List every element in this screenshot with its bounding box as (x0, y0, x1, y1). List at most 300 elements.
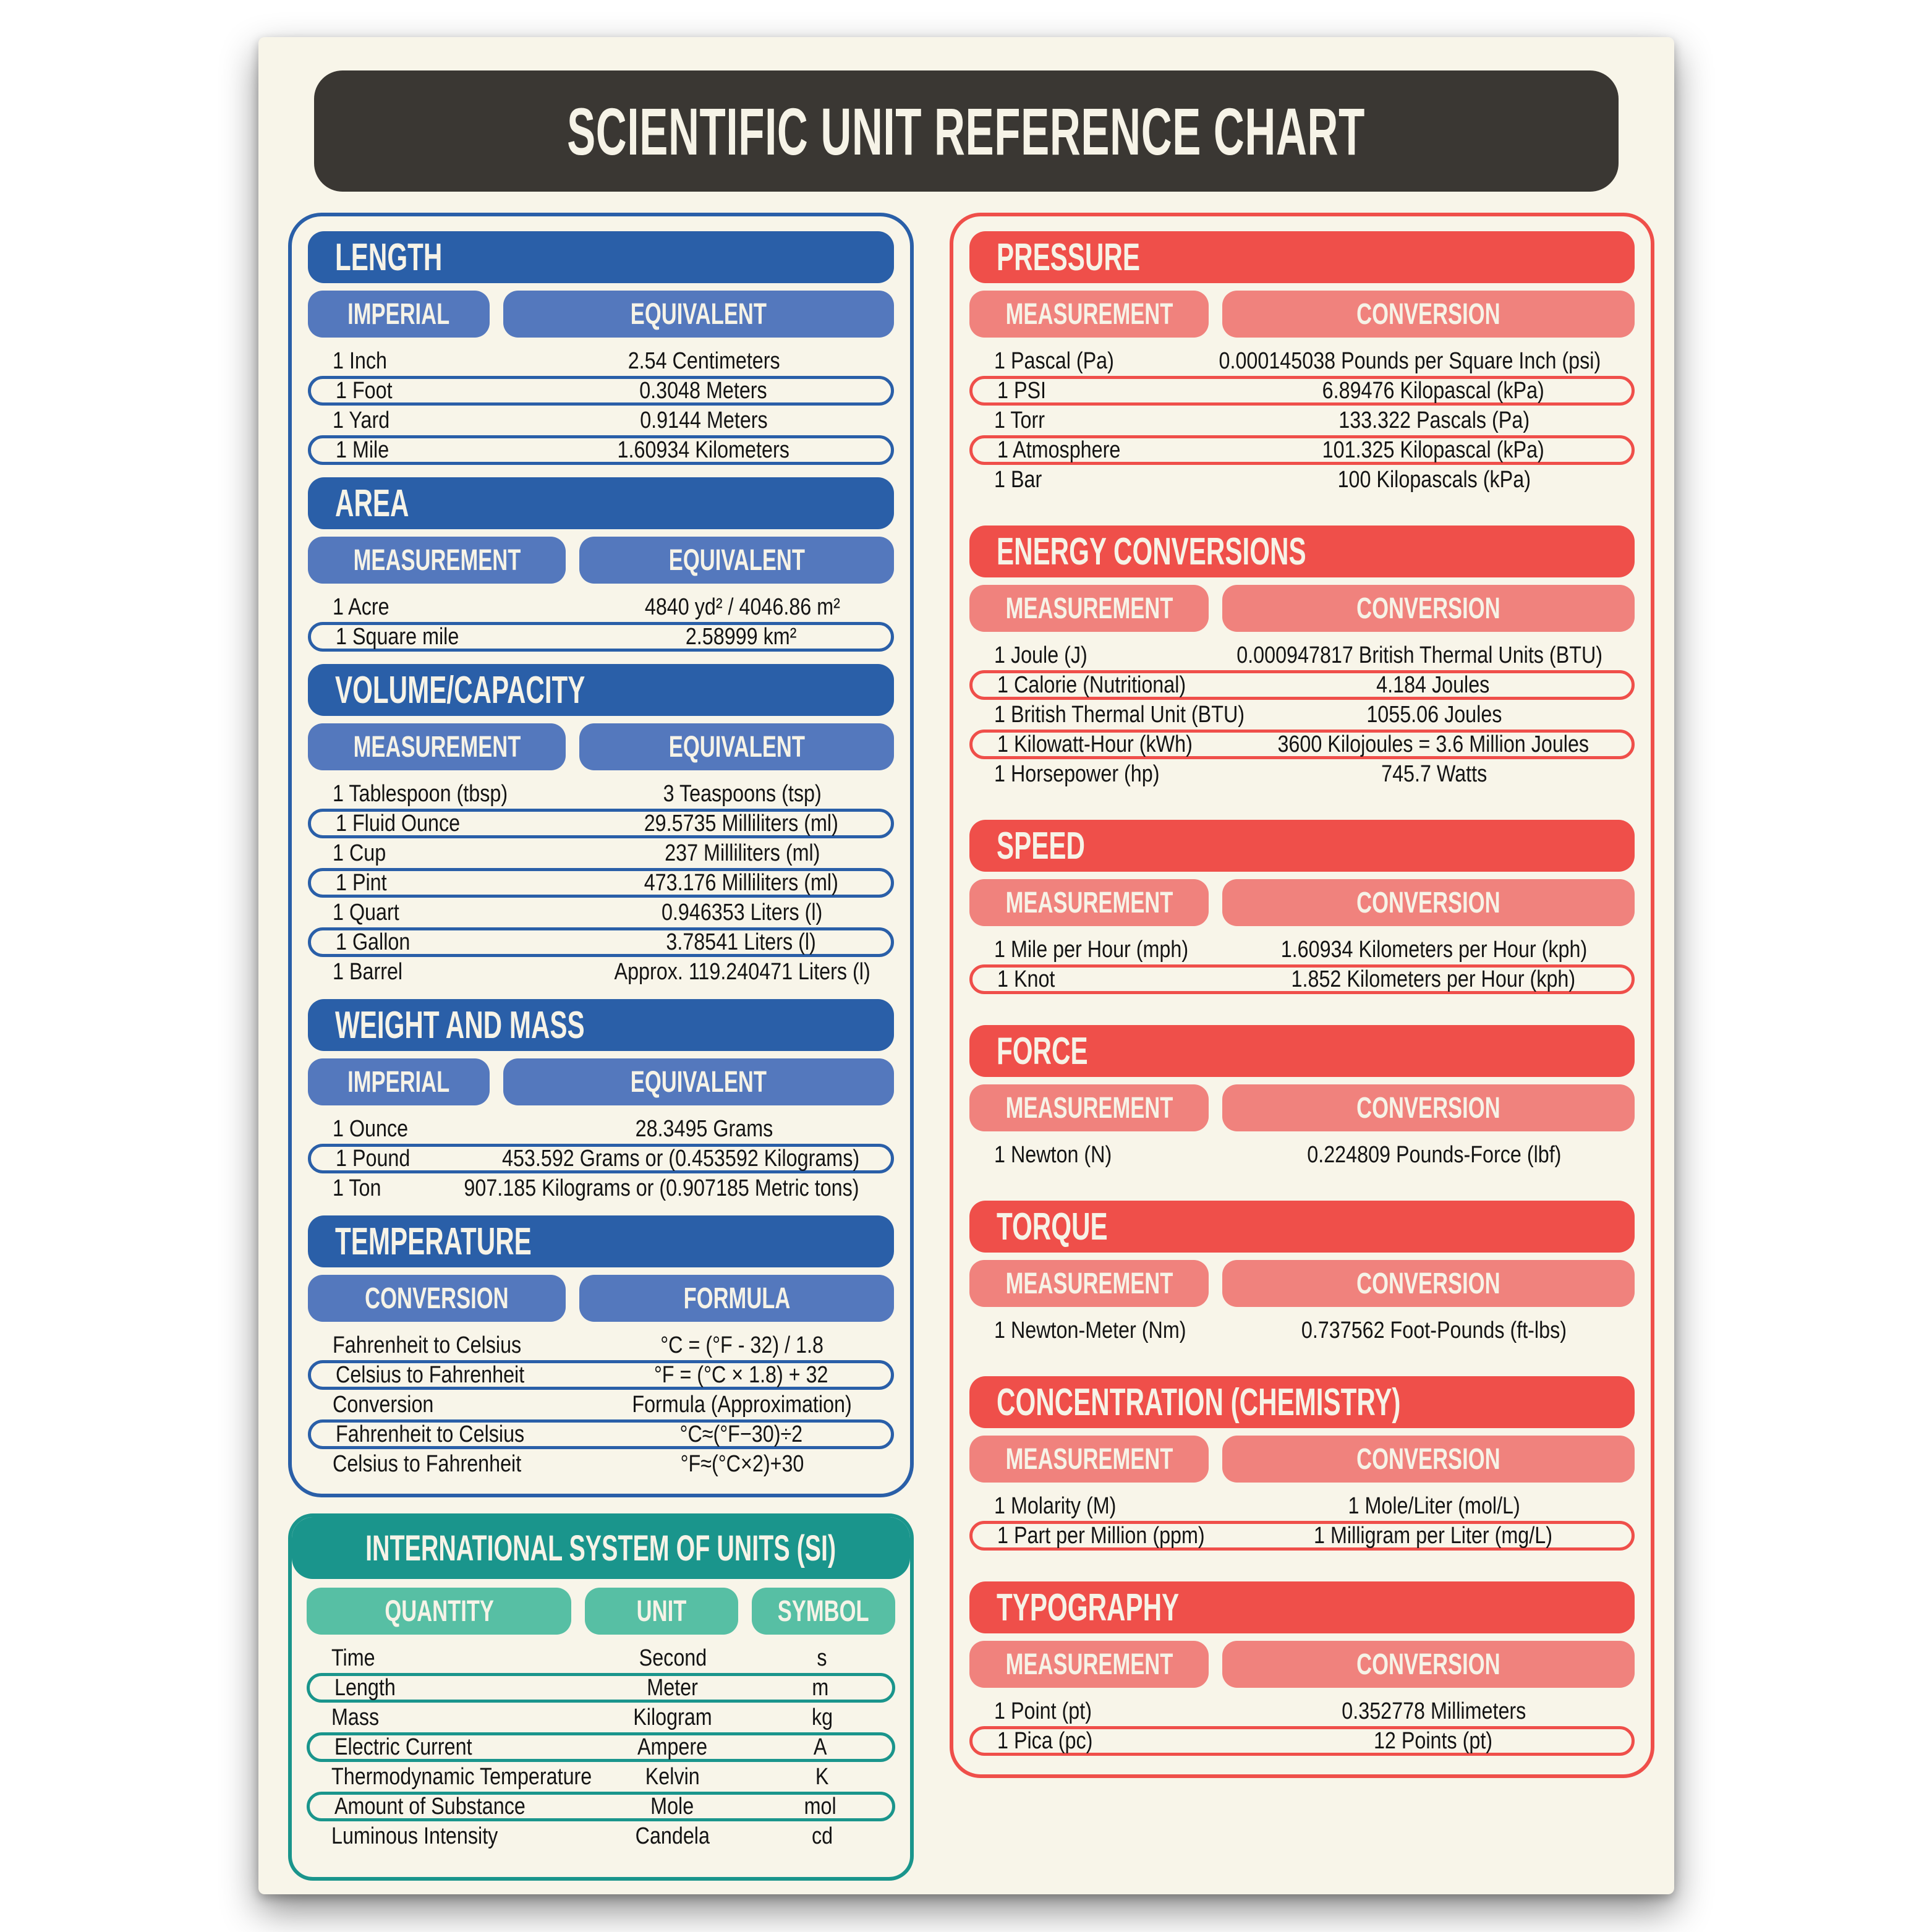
column-headers (969, 1641, 1635, 1688)
cell-text: Fahrenheit to Celsius (336, 1421, 525, 1447)
section-speed (969, 820, 1635, 994)
table-row (307, 1762, 895, 1792)
cell-text: Kilogram (633, 1704, 712, 1730)
cell-text: m (811, 1674, 828, 1701)
measurement-cell (969, 348, 1185, 375)
cell-text: 2.58999 km² (685, 623, 797, 650)
cell-text: 2.54 Centimeters (628, 347, 780, 374)
column-header-unit (585, 1588, 738, 1635)
table-row (308, 1173, 894, 1203)
cell-text: 1 Quart (333, 899, 399, 926)
column-header-measurement (308, 723, 566, 770)
section-header-volume-capacity (308, 664, 894, 716)
section-header-typography (969, 1581, 1635, 1633)
cell-text: 1 Pascal (Pa) (994, 347, 1114, 374)
column-headers (969, 585, 1635, 632)
column-header-label: EQUIVALENT (630, 1065, 767, 1099)
value-cell (1233, 1142, 1635, 1168)
table-row (969, 964, 1635, 994)
measurement-cell (308, 348, 514, 375)
column-header-equivalent (579, 723, 894, 770)
column-headers (969, 1436, 1635, 1483)
cell-text: 1 Mile per Hour (mph) (994, 936, 1189, 963)
value-cell (1233, 407, 1635, 434)
cell-text: 1 Foot (336, 377, 393, 404)
cell-text: 0.946353 Liters (l) (662, 899, 823, 926)
measurement-cell (307, 1704, 596, 1731)
cell-text: 1 Pound (336, 1145, 411, 1172)
value-cell (590, 900, 894, 926)
section-header-energy-conversions (969, 526, 1635, 577)
cell-text: 1 Tablespoon (tbsp) (333, 780, 508, 807)
cell-text: 1 Torr (994, 407, 1045, 433)
cell-text: 1 Pint (336, 869, 387, 896)
measurement-cell (307, 1645, 596, 1672)
column-header-measurement (969, 1436, 1209, 1483)
measurement-cell (969, 467, 1233, 493)
measurement-cell (308, 1392, 590, 1418)
table-row (308, 927, 894, 957)
cell-text: 4840 yd² / 4046.86 m² (644, 594, 840, 620)
column-header-label: MEASUREMENT (1005, 297, 1173, 331)
column-headers (307, 1588, 895, 1635)
cell-text: 0.352778 Millimeters (1342, 1698, 1526, 1724)
table-row (969, 730, 1635, 759)
table-row (308, 868, 894, 898)
table-row (308, 1144, 894, 1173)
section-title: INTERNATIONAL SYSTEM OF UNITS (SI) (365, 1528, 836, 1568)
cell-text: A (813, 1734, 827, 1760)
cell-text: 1 Ton (333, 1175, 381, 1201)
cell-text: 3600 Kilojoules = 3.6 Million Joules (1277, 731, 1589, 757)
left-column (288, 213, 914, 1881)
cell-text: Second (639, 1645, 707, 1671)
section-header-area (308, 477, 894, 529)
section-area (308, 477, 894, 652)
value-cell (590, 594, 894, 621)
section-title: AREA (335, 482, 409, 525)
column-header-equivalent (503, 1058, 894, 1105)
value-cell (591, 624, 891, 650)
measurement-cell (969, 1317, 1233, 1344)
table-row (308, 376, 894, 406)
measurement-cell (311, 811, 591, 837)
measurement-cell (307, 1823, 596, 1850)
measurement-cell (311, 929, 591, 956)
column-header-conversion (1222, 585, 1635, 632)
section-title: LENGTH (335, 236, 443, 279)
table-row (308, 809, 894, 838)
column-header-label: SYMBOL (778, 1594, 869, 1628)
measurement-cell (969, 642, 1204, 669)
section-typography (969, 1581, 1635, 1756)
measurement-cell (308, 781, 590, 807)
measurement-cell (969, 1493, 1233, 1520)
cell-text: 473.176 Milliliters (ml) (644, 869, 838, 896)
table-row (308, 1360, 894, 1390)
table-row (308, 435, 894, 465)
value-cell (1233, 467, 1635, 493)
measurement-cell (308, 1175, 429, 1202)
column-header-formula (579, 1275, 894, 1322)
value-cell (514, 407, 894, 434)
table-row (969, 1726, 1635, 1756)
table-row (969, 640, 1635, 670)
section-header-international-system-of-units (292, 1517, 910, 1579)
value-cell (516, 378, 891, 404)
section-length (308, 231, 894, 465)
value-cell (514, 1116, 894, 1143)
table-row (307, 1673, 895, 1703)
column-header-label: QUANTITY (384, 1594, 494, 1628)
poster (258, 37, 1674, 1894)
column-header-label: MEASUREMENT (1005, 1442, 1173, 1476)
column-headers (969, 291, 1635, 338)
column-header-measurement (969, 585, 1209, 632)
table-row (308, 406, 894, 435)
cell-text: 1 British Thermal Unit (BTU) (994, 701, 1245, 728)
measurement-cell (308, 840, 590, 867)
table-row (307, 1792, 895, 1821)
cell-text: 12 Points (pt) (1373, 1727, 1492, 1754)
cell-text: Length (334, 1674, 396, 1701)
table-row (969, 1696, 1635, 1726)
cell-text: cd (811, 1823, 833, 1849)
section-title: TYPOGRAPHY (997, 1586, 1180, 1629)
value-cell (1235, 1523, 1632, 1549)
section-header-concentration-chemistry (969, 1376, 1635, 1428)
column-headers (308, 1058, 894, 1105)
cell-text: 1 Square mile (336, 623, 459, 650)
column-header-label: CONVERSION (1356, 1442, 1500, 1476)
column-header-label: MEASUREMENT (353, 730, 521, 764)
section-title: SPEED (997, 824, 1085, 867)
value-cell (590, 1392, 894, 1418)
cell-text: 0.9144 Meters (640, 407, 768, 433)
cell-text: °C≈(°F−30)÷2 (679, 1421, 802, 1447)
column-headers (308, 723, 894, 770)
measurement-cell (972, 966, 1235, 993)
cell-text: Thermodynamic Temperature (331, 1763, 592, 1790)
cell-text: 237 Milliliters (ml) (664, 840, 820, 866)
cell-text: 1 Milligram per Liter (mg/L) (1313, 1522, 1552, 1549)
cell-text: Formula (Approximation) (632, 1391, 853, 1418)
value-cell (1235, 378, 1632, 404)
measurement-cell (308, 1116, 514, 1143)
value-cell (1235, 437, 1632, 464)
measurement-cell (308, 407, 514, 434)
value-cell (1233, 761, 1635, 788)
cell-text: Celsius to Fahrenheit (336, 1361, 525, 1388)
value-cell (749, 1704, 895, 1731)
cell-text: 1 Gallon (336, 929, 411, 955)
value-cell (1233, 1698, 1635, 1725)
imperial-metric-tables-box (288, 213, 914, 1497)
measurement-cell (310, 1794, 597, 1820)
value-cell (514, 348, 894, 375)
cell-text: 0.737562 Foot-Pounds (ft-lbs) (1301, 1317, 1567, 1343)
value-cell (1204, 642, 1635, 669)
measurement-cell (972, 437, 1235, 464)
column-header-label: CONVERSION (1356, 1267, 1500, 1300)
value-cell (1235, 966, 1632, 993)
cell-text: 1 Newton (N) (994, 1141, 1112, 1168)
cell-text: 1.852 Kilometers per Hour (kph) (1291, 966, 1575, 992)
measurement-cell (969, 937, 1233, 963)
table-row (969, 376, 1635, 406)
column-header-conversion (1222, 291, 1635, 338)
column-header-conversion (1222, 1260, 1635, 1307)
section-header-length (308, 231, 894, 283)
column-header-measurement (969, 1260, 1209, 1307)
cell-text: 1 Cup (333, 840, 386, 866)
si-units-box (288, 1513, 914, 1881)
section-title: WEIGHT AND MASS (335, 1003, 585, 1047)
cell-text: 1 Fluid Ounce (336, 810, 461, 836)
cell-text: Approx. 119.240471 Liters (l) (614, 958, 870, 985)
value-cell (749, 1764, 895, 1790)
cell-text: °C = (°F - 32) / 1.8 (660, 1332, 824, 1358)
title-bar (314, 70, 1619, 192)
cell-text: 0.224809 Pounds-Force (lbf) (1307, 1141, 1562, 1168)
cell-text: 1 Part per Million (ppm) (997, 1522, 1205, 1549)
table-row (969, 1140, 1635, 1170)
cell-text: 29.5735 Milliliters (ml) (644, 810, 838, 836)
column-header-label: IMPERIAL (347, 297, 450, 331)
value-cell (1235, 672, 1632, 699)
table-row (308, 838, 894, 868)
column-header-imperial (308, 1058, 490, 1105)
value-cell (591, 1362, 891, 1389)
cell-text: Time (331, 1645, 375, 1671)
cell-text: 1 Joule (J) (994, 642, 1087, 668)
value-cell (749, 1645, 895, 1672)
column-header-label: EQUIVALENT (630, 297, 767, 331)
column-header-label: MEASUREMENT (1005, 886, 1173, 919)
measurement-cell (972, 731, 1235, 758)
column-header-label: EQUIVALENT (668, 730, 805, 764)
cell-text: Candela (635, 1823, 710, 1849)
section-energy-conversions (969, 526, 1635, 789)
cell-text: 1 PSI (997, 377, 1047, 404)
cell-text: Celsius to Fahrenheit (333, 1450, 522, 1477)
cell-text: 1 Barrel (333, 958, 403, 985)
value-cell (1235, 731, 1632, 758)
table-row (308, 1390, 894, 1419)
value-cell (748, 1675, 892, 1701)
measurement-cell (311, 624, 591, 650)
table-row (969, 1521, 1635, 1551)
column-header-conversion (1222, 879, 1635, 926)
column-header-measurement (308, 537, 566, 584)
cell-text: 3 Teaspoons (tsp) (663, 780, 822, 807)
section-weight-and-mass (308, 999, 894, 1203)
column-header-label: MEASUREMENT (1005, 1267, 1173, 1300)
measurement-cell (308, 1451, 590, 1478)
cell-text: 1 Atmosphere (997, 436, 1121, 463)
measurement-cell (972, 378, 1235, 404)
measurement-cell (969, 701, 1245, 728)
column-headers (308, 1275, 894, 1322)
cell-text: 4.184 Joules (1376, 671, 1490, 698)
table-row (308, 592, 894, 622)
cell-text: 907.185 Kilograms or (0.907185 Metric tons) (464, 1175, 859, 1201)
value-cell (596, 1764, 749, 1790)
table-row (308, 1114, 894, 1144)
cell-text: 0.000947817 British Thermal Units (BTU) (1236, 642, 1602, 668)
column-header-label: CONVERSION (365, 1282, 509, 1315)
cell-text: 1 Newton-Meter (Nm) (994, 1317, 1186, 1343)
section-torque (969, 1201, 1635, 1345)
column-header-conversion (1222, 1084, 1635, 1131)
table-row (969, 670, 1635, 700)
measurement-cell (311, 870, 591, 896)
value-cell (597, 1734, 748, 1761)
cell-text: Meter (647, 1674, 698, 1701)
measurement-cell (311, 1421, 591, 1448)
table-row (969, 935, 1635, 964)
table-row (307, 1732, 895, 1762)
cell-text: °F≈(°C×2)+30 (680, 1450, 804, 1477)
cell-text: 1 Kilowatt-Hour (kWh) (997, 731, 1193, 757)
cell-text: s (817, 1645, 828, 1671)
measurement-cell (308, 1332, 590, 1359)
table-row (969, 759, 1635, 789)
cell-text: 0.3048 Meters (639, 377, 767, 404)
cell-text: 6.89476 Kilopascal (kPa) (1322, 377, 1544, 404)
column-header-label: FORMULA (683, 1282, 790, 1315)
cell-text: 1 Inch (333, 347, 388, 374)
column-header-equivalent (579, 537, 894, 584)
section-header-temperature (308, 1215, 894, 1267)
column-header-symbol (752, 1588, 895, 1635)
cell-text: Luminous Intensity (331, 1823, 498, 1849)
measurement-cell (308, 594, 590, 621)
value-cell (470, 1146, 891, 1172)
measurement-cell (972, 1728, 1235, 1755)
column-headers (308, 537, 894, 584)
column-header-measurement (969, 879, 1209, 926)
column-header-label: IMPERIAL (347, 1065, 450, 1099)
measurement-cell (969, 407, 1233, 434)
value-cell (1185, 348, 1635, 375)
table-row (307, 1821, 895, 1851)
value-cell (429, 1175, 894, 1202)
column-header-label: MEASUREMENT (353, 543, 521, 577)
value-cell (591, 811, 891, 837)
value-cell (590, 1332, 894, 1359)
value-cell (1235, 1728, 1632, 1755)
cell-text: 1 Bar (994, 466, 1042, 493)
cell-text: Kelvin (645, 1763, 700, 1790)
section-concentration-chemistry (969, 1376, 1635, 1551)
column-headers (969, 1260, 1635, 1307)
column-headers (969, 879, 1635, 926)
cell-text: 745.7 Watts (1381, 760, 1487, 787)
column-header-measurement (969, 1641, 1209, 1688)
value-cell (597, 1675, 748, 1701)
table-row (969, 406, 1635, 435)
value-cell (516, 437, 891, 464)
page-title: SCIENTIFIC UNIT REFERENCE CHART (567, 93, 1366, 169)
cell-text: 1 Horsepower (hp) (994, 760, 1160, 787)
column-header-label: CONVERSION (1356, 1648, 1500, 1681)
column-header-imperial (308, 291, 490, 338)
table-row (308, 779, 894, 809)
cell-text: 1 Mole/Liter (mol/L) (1348, 1492, 1520, 1519)
value-cell (748, 1794, 892, 1820)
cell-text: mol (804, 1793, 836, 1819)
value-cell (596, 1704, 749, 1731)
cell-text: 101.325 Kilopascal (kPa) (1322, 436, 1544, 463)
column-header-label: CONVERSION (1356, 297, 1500, 331)
cell-text: 1.60934 Kilometers per Hour (kph) (1280, 936, 1588, 963)
cell-text: 1 Knot (997, 966, 1055, 992)
value-cell (590, 1451, 894, 1478)
table-row (969, 700, 1635, 730)
cell-text: Electric Current (334, 1734, 472, 1760)
column-header-label: MEASUREMENT (1005, 1648, 1173, 1681)
section-temperature (308, 1215, 894, 1479)
cell-text: Amount of Substance (334, 1793, 526, 1819)
column-header-conversion (308, 1275, 566, 1322)
table-row (969, 1316, 1635, 1345)
section-volume-capacity (308, 664, 894, 987)
table-row (308, 622, 894, 652)
measurement-cell (311, 1362, 591, 1389)
measurement-cell (969, 1142, 1233, 1168)
section-header-torque (969, 1201, 1635, 1253)
table-row (308, 346, 894, 376)
cell-text: Ampere (637, 1734, 707, 1760)
cell-text: 1.60934 Kilometers (617, 436, 789, 463)
section-header-force (969, 1025, 1635, 1077)
value-cell (1233, 702, 1635, 728)
section-header-speed (969, 820, 1635, 872)
column-headers (308, 291, 894, 338)
section-international-system-of-units (307, 1588, 895, 1851)
value-cell (1233, 937, 1635, 963)
cell-text: 1 Molarity (M) (994, 1492, 1117, 1519)
cell-text: K (815, 1763, 829, 1790)
cell-text: Conversion (333, 1391, 434, 1418)
measurement-cell (311, 1146, 470, 1172)
column-header-measurement (969, 291, 1209, 338)
section-title: PRESSURE (997, 236, 1140, 279)
value-cell (590, 959, 894, 985)
measurement-cell (310, 1734, 597, 1761)
cell-text: 1 Mile (336, 436, 389, 463)
value-cell (591, 870, 891, 896)
cell-text: 3.78541 Liters (l) (666, 929, 816, 955)
column-header-quantity (307, 1588, 571, 1635)
value-cell (591, 1421, 891, 1448)
measurement-cell (972, 1523, 1235, 1549)
measurement-cell (972, 672, 1235, 699)
value-cell (596, 1645, 749, 1672)
cell-text: 0.000145038 Pounds per Square Inch (psi) (1219, 347, 1601, 374)
cell-text: 100 Kilopascals (kPa) (1337, 466, 1531, 493)
section-title: TORQUE (997, 1205, 1108, 1248)
measurement-cell (308, 959, 590, 985)
measurement-cell (311, 378, 516, 404)
column-header-equivalent (503, 291, 894, 338)
section-header-pressure (969, 231, 1635, 283)
cell-text: 1 Yard (333, 407, 390, 433)
table-row (307, 1703, 895, 1732)
table-row (969, 435, 1635, 465)
table-row (307, 1643, 895, 1673)
